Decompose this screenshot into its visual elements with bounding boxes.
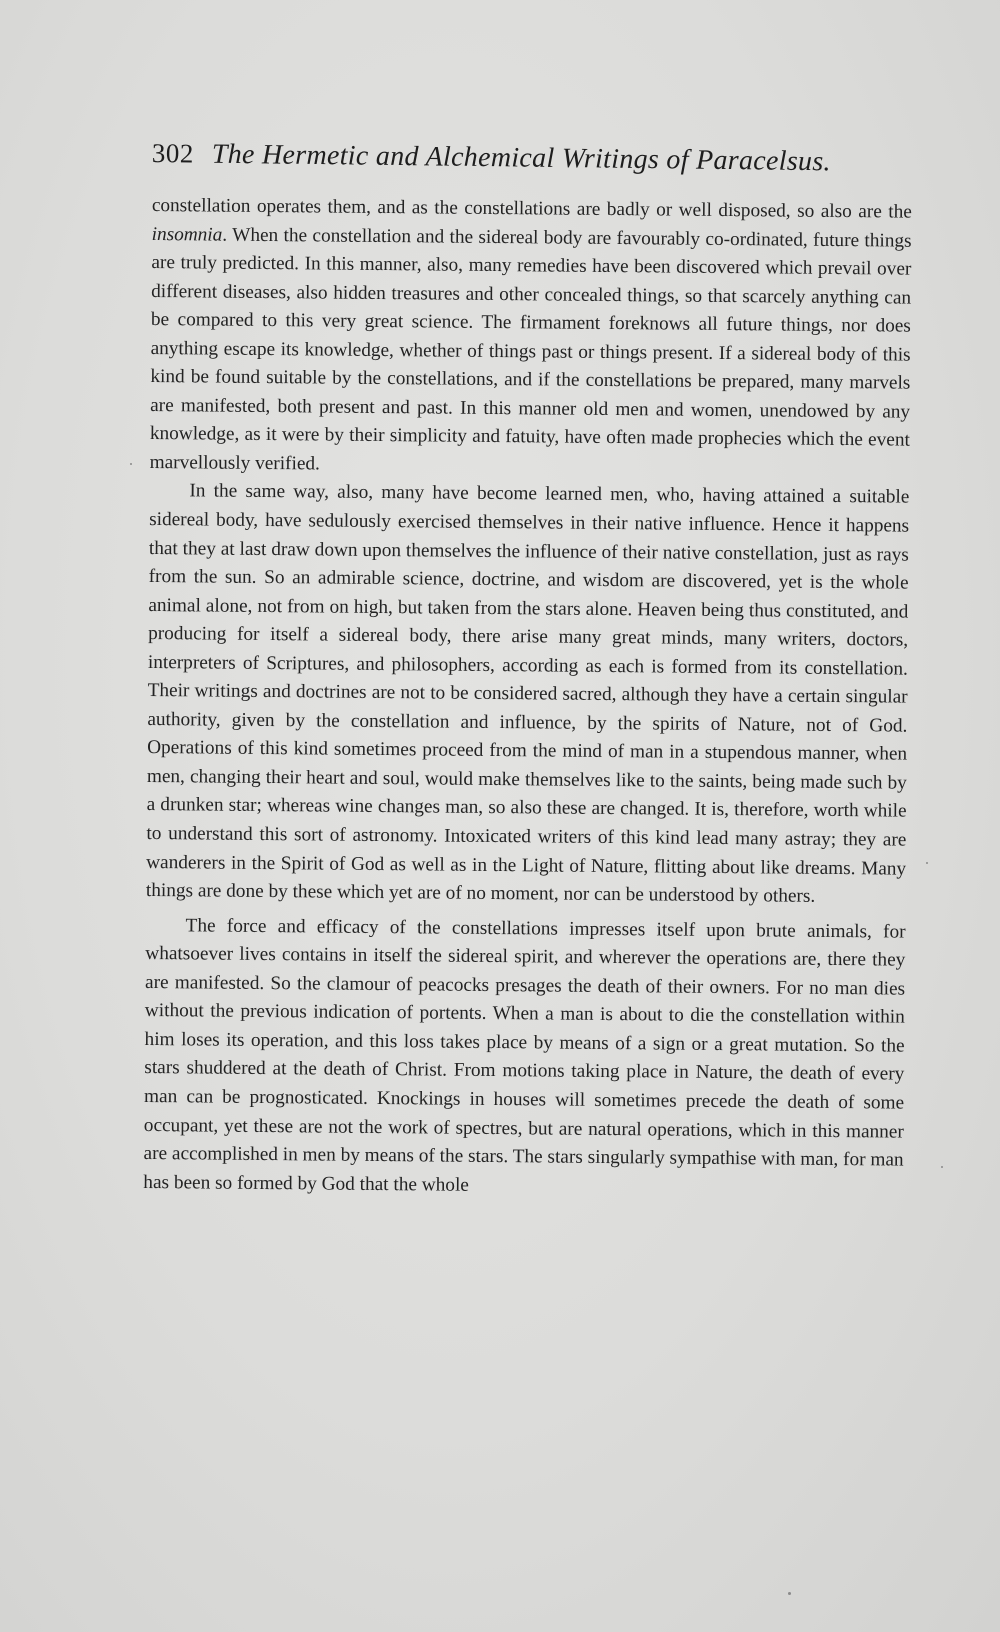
page-header [151, 138, 892, 197]
paper-speck [941, 1166, 943, 1168]
paragraph-1-text-b: . When the constellation and the sidereal body are favourably co-ordinated, future things are truly predicted. In this manner, also, many remedies have been discovered which prevail over different diseases, also hidden treasures and other concealed things, so that scarcely anything can be compared to this very great science. The firmament foreknows all future things, nor does anything escape its knowledge, whether of things past or things present. If a sidereal body of this kind be found suitable by the constellations, and if the constellations be prepared, many marvels are manifested, both present and past. In this manner old men and women, unendowed by any knowledge, as it were by their simplicity and fatuity, have often made prophecies which the event marvellously verified. [149, 224, 912, 475]
emphasis-insomnia: insomnia [151, 223, 223, 246]
paper-speck [926, 862, 928, 864]
paragraph-2: In the same way, also, many have become learned men, who, having attained a suitable sidereal body, have sedulously exercised themselves in their native influence. Hence it happens that they at last draw down upon themselves the influence of their native constellation, just as rays from the sun. So an admirable science, doctrine, and wisdom are discovered, yet is the whole animal alone, not from on high, but taken from the stars alone. Heaven being thus constituted, and producing for itself a sidereal body, there arise many great minds, many writers, doctors, interpreters of Scriptures, and philosophers, according as each is formed from its constellation. Their writings and doctrines are not to be considered sacred, although they have a certain singular authority, given by the constellation and influence, by the spirits of Nature, not of God. Operations of this kind sometimes proceed from the mind of man in a stupendous manner, when men, changing their heart and soul, would make themselves like to the saints, being made such by a drunken star; whereas wine changes man, so also these are changed. It is, therefore, worth while to understand this sort of astronomy. Intoxicated writers of this kind lead many astray; they are wanderers in the Spirit of God as well as in the Light of Nature, flitting about like dreams. Many things are done by these which yet are of no moment, nor can be understood by others. [145, 480, 910, 907]
page-number: 302 [151, 138, 194, 169]
paragraph-3: The force and efficacy of the constellations impresses itself upon brute animals, for whatsoever lives contains in itself the sidereal spirit, and wherever the operations are, there they are manifested. So the clamour of peacocks presages the death of their owners. For no man dies without the previous indication of portents. When a man is about to die the constellation within him loses its operation, and this loss takes place by means of a sign or a great mutation. So the stars shuddered at the death of Christ. From motions taking place in Nature, the death of every man can be prognosticated. Knockings in houses will sometimes precede the death of some occupant, yet these are not the work of spectres, but are natural operations, which in this manner are accomplished in men by means of the stars. The stars singularly sympathise with man, for man has been so formed by God that the whole [143, 914, 906, 1196]
body-text [143, 192, 912, 1204]
paper-speck [788, 1592, 791, 1595]
paragraph-1 [150, 192, 912, 484]
paragraph-1-text-a: constellation operates them, and as the constellations are badly or well disposed, so also are the [151, 194, 912, 223]
running-title: The Hermetic and Alchemical Writings of Paracelsus. [211, 138, 831, 178]
paper-speck [130, 463, 132, 465]
